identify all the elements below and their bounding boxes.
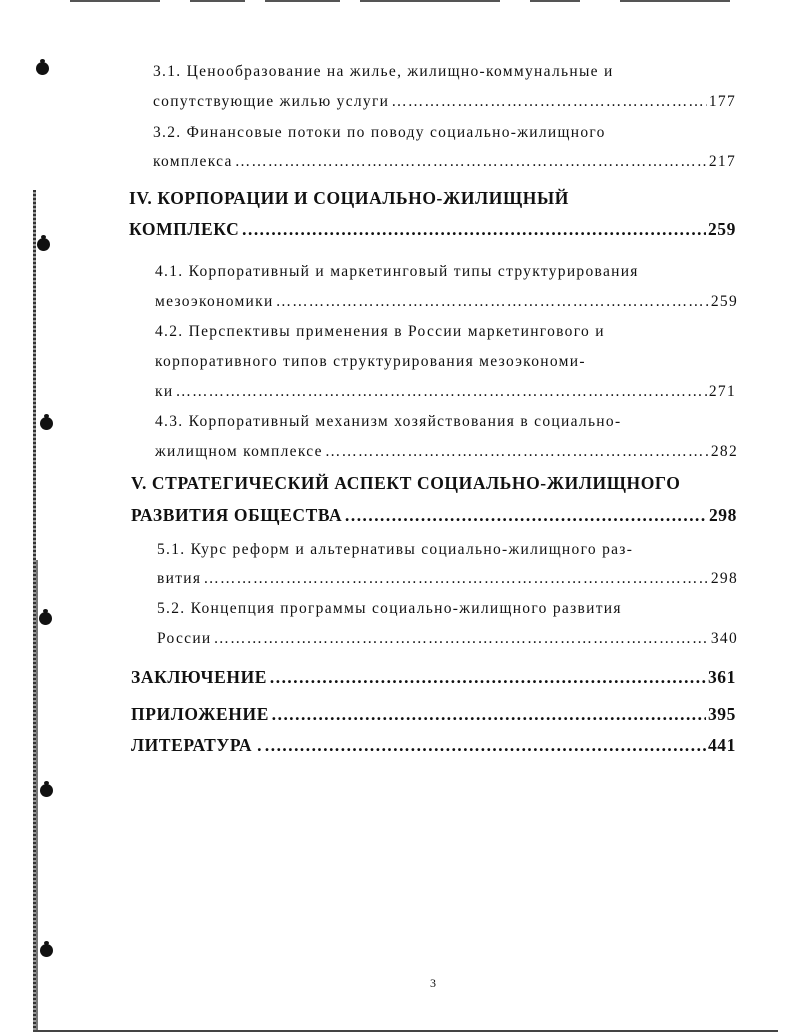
dot-leader (241, 219, 706, 240)
toc-page-number: 298 (708, 505, 737, 525)
toc-chapter-title: ЛИТЕРАТУРА . (131, 735, 263, 755)
dot-leader (325, 443, 709, 461)
toc-chapter-title: IV. КОРПОРАЦИИ И СОЦИАЛЬНО-ЖИЛИЩНЫЙ (129, 188, 569, 208)
toc-entry-4-2-line1 (155, 323, 740, 341)
toc-chapter-title: V. СТРАТЕГИЧЕСКИЙ АСПЕКТ СОЦИАЛЬНО-ЖИЛИЩНОГО (131, 473, 681, 493)
toc-chapter-title: ПРИЛОЖЕНИЕ (131, 704, 270, 724)
toc-entry-3-1-line2 (153, 93, 736, 111)
toc-appendix (131, 704, 736, 725)
toc-literature (131, 735, 736, 756)
toc-entry-4-3-line2 (155, 443, 738, 461)
toc-entry-4-2-line3 (155, 383, 736, 401)
toc-entry-4-2-line2 (155, 353, 740, 371)
toc-text: 3.2. Финансовые потоки по поводу социально-жилищного (153, 124, 606, 141)
toc-chapter-4-line2 (129, 219, 736, 240)
toc-text: 3.1. Ценообразование на жилье, жилищно-коммунальные и (153, 63, 614, 80)
toc-entry-4-1-line2 (155, 293, 738, 311)
toc-entry-3-2-line1 (153, 124, 738, 142)
toc-page-number: 177 (708, 93, 736, 110)
toc-page-number: 298 (710, 570, 738, 587)
punch-hole-5 (40, 784, 53, 797)
punch-hole-1 (36, 62, 49, 75)
toc-page-number: 217 (708, 153, 736, 170)
toc-entry-5-2-line1 (157, 600, 742, 618)
toc-entry-3-1-line1 (153, 63, 738, 81)
toc-entry-4-1-line1 (155, 263, 740, 281)
punch-hole-3 (40, 417, 53, 430)
toc-text: 5.2. Концепция программы социально-жилищного развития (157, 600, 622, 617)
toc-text: 4.1. Корпоративный и маркетинговый типы структурирования (155, 263, 639, 280)
scan-top-edge (60, 0, 760, 3)
toc-entry-4-3-line1 (155, 413, 740, 431)
toc-page-number: 259 (710, 293, 738, 310)
dot-leader (235, 153, 707, 171)
dot-leader (214, 630, 709, 648)
toc-text: 4.2. Перспективы применения в России маркетингового и (155, 323, 605, 340)
toc-conclusion (131, 667, 736, 688)
toc-text: России (157, 630, 212, 647)
toc-page-number: 282 (710, 443, 738, 460)
toc-chapter-5-line1 (131, 473, 746, 494)
toc-page-number: 259 (707, 219, 736, 239)
toc-text: 5.1. Курс реформ и альтернативы социально-жилищного раз- (157, 541, 634, 558)
toc-chapter-4-line1 (129, 188, 729, 209)
page-number: 3 (430, 976, 436, 990)
toc-entry-3-2-line2 (153, 153, 736, 171)
toc-chapter-title: КОМПЛЕКС (129, 219, 240, 239)
toc-text: корпоративного типов структурирования мезоэкономи- (155, 353, 586, 370)
punch-hole-6 (40, 944, 53, 957)
toc-page-number: 271 (708, 383, 736, 400)
toc-text: ки (155, 383, 174, 400)
dot-leader (276, 293, 709, 311)
toc-text: жилищном комплексе (155, 443, 323, 460)
toc-chapter-title: ЗАКЛЮЧЕНИЕ (131, 667, 268, 687)
toc-page-number: 441 (707, 735, 736, 755)
toc-chapter-title: РАЗВИТИЯ ОБЩЕСТВА (131, 505, 343, 525)
dot-leader (203, 570, 709, 588)
dot-leader (264, 735, 706, 756)
bottom-edge (33, 1030, 778, 1032)
dot-leader (271, 704, 706, 725)
toc-page-number: 361 (707, 667, 736, 687)
toc-entry-5-1-line2 (157, 570, 738, 588)
toc-text: комплекса (153, 153, 233, 170)
dot-leader (391, 93, 707, 111)
toc-page-number: 340 (710, 630, 738, 647)
dot-leader (269, 667, 706, 688)
toc-page-number: 395 (707, 704, 736, 724)
toc-text: вития (157, 570, 202, 587)
dot-leader (344, 505, 707, 526)
toc-entry-5-2-line2 (157, 630, 738, 648)
punch-hole-4 (39, 612, 52, 625)
punch-hole-2 (37, 238, 50, 251)
toc-chapter-5-line2 (131, 505, 737, 526)
toc-text: 4.3. Корпоративный механизм хозяйствования в социально- (155, 413, 622, 430)
dot-leader (175, 383, 706, 401)
toc-entry-5-1-line1 (157, 541, 742, 559)
binding-edge-inner (36, 560, 38, 1030)
toc-text: сопутствующие жилью услуги (153, 93, 390, 110)
toc-text: мезоэкономики (155, 293, 274, 310)
